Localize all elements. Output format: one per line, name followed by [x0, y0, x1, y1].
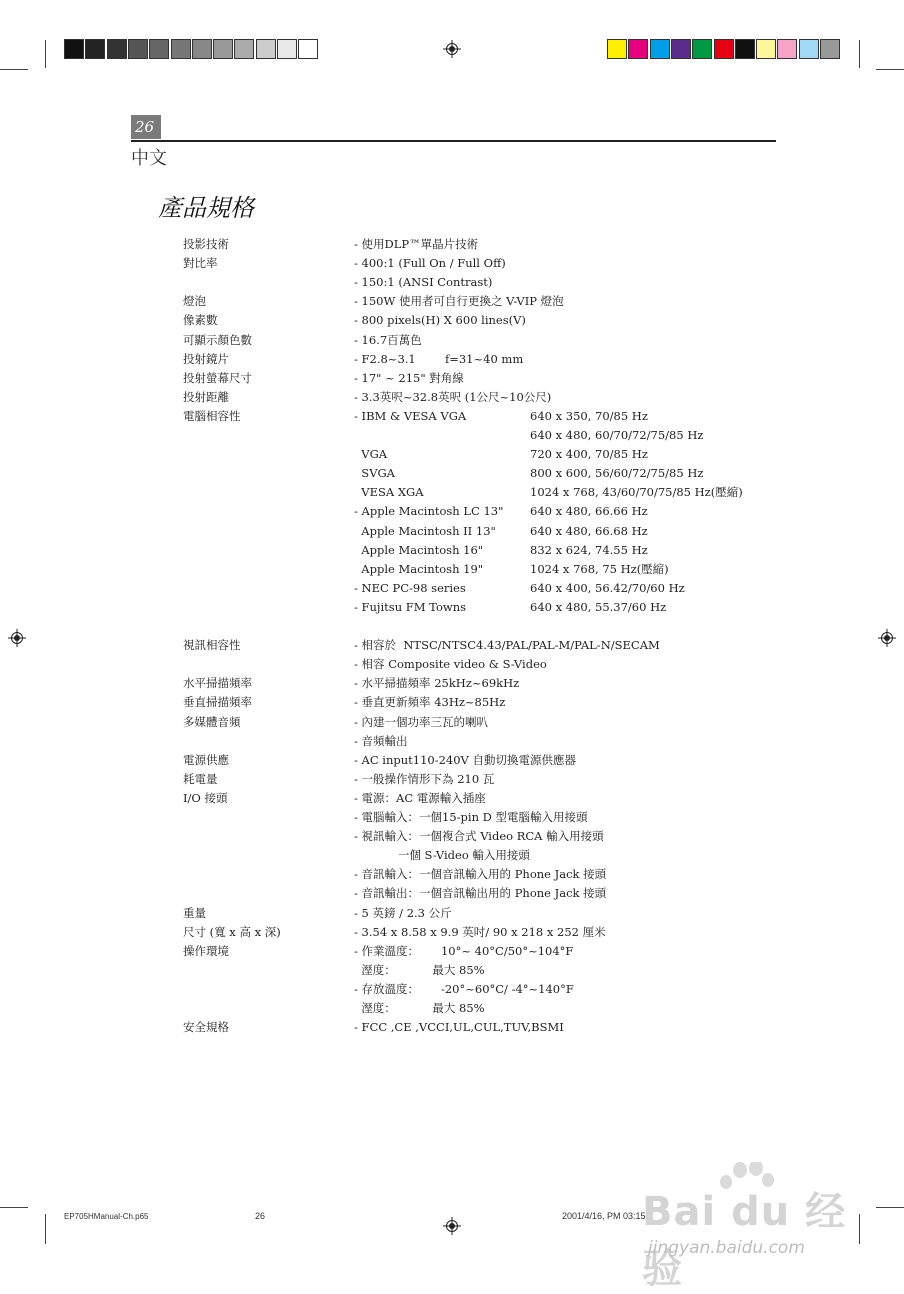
spec-label: 垂直掃描頻率 [183, 695, 252, 710]
spec-value: - 400:1 (Full On / Full Off) [354, 256, 506, 271]
spec-value: - 150W 使用者可自行更換之 V-VIP 燈泡 [354, 294, 564, 309]
watermark-brand: Bai du 经验 [642, 1189, 847, 1292]
spec-resolution: 800 x 600, 56/60/72/75/85 Hz [530, 466, 704, 481]
color-swatch [714, 39, 734, 59]
spec-label: 可顯示顏色數 [183, 332, 252, 347]
color-swatch [128, 39, 148, 59]
spec-value: - 視訊輸入：一個複合式 Video RCA 輸入用接頭 [354, 829, 604, 844]
page-title: 產品規格 [158, 194, 254, 222]
spec-value: 溼度： 最大 85% [354, 1001, 485, 1015]
spec-value: - 作業溫度： 10°~ 40°C/50°~104°F [354, 943, 574, 958]
color-swatch [298, 39, 318, 59]
spec-value: - 電腦輸入：一個15-pin D 型電腦輸入用接頭 [354, 810, 588, 824]
color-swatch [213, 39, 233, 59]
spec-value: - 垂直更新頻率 43Hz~85Hz [354, 695, 506, 710]
spec-value: - 17" ~ 215" 對角線 [354, 370, 464, 385]
registration-mark-icon [878, 629, 896, 647]
spec-value: - 電源：AC 電源輸入插座 [354, 790, 486, 805]
spec-label: 視訊相容性 [183, 638, 241, 653]
spec-resolution: 640 x 480, 66.68 Hz [530, 523, 648, 538]
page-number-tab: 26 [131, 115, 161, 139]
spec-value: VESA XGA [354, 485, 424, 500]
color-swatch [628, 39, 648, 59]
color-swatch [234, 39, 254, 59]
spec-label: 安全規格 [183, 1020, 229, 1035]
color-swatch [64, 39, 84, 59]
spec-value: - 150:1 (ANSI Contrast) [354, 275, 493, 290]
spec-value: - FCC ,CE ,VCCI,UL,CUL,TUV,BSMI [354, 1020, 564, 1035]
spec-value: - 內建一個功率三瓦的喇叭 [354, 714, 489, 729]
color-swatch [692, 39, 712, 59]
color-swatch [671, 39, 691, 59]
spec-value: - IBM & VESA VGA [354, 408, 467, 423]
spec-resolution: 640 x 480, 66.66 Hz [530, 504, 648, 519]
color-swatch [650, 39, 670, 59]
spec-value: - Apple Macintosh LC 13" [354, 504, 504, 519]
color-swatch [607, 39, 627, 59]
spec-label: 尺寸 (寬 x 高 x 深) [183, 924, 281, 939]
color-swatch [277, 39, 297, 59]
spec-label: 操作環境 [183, 943, 229, 958]
spec-label: 燈泡 [183, 294, 206, 309]
spec-value: - 16.7百萬色 [354, 332, 422, 347]
color-swatch [171, 39, 191, 59]
watermark-url: jingyan.baidu.com [648, 1238, 805, 1258]
spec-value: - 存放溫度： -20°~60°C/ -4°~140°F [354, 981, 574, 996]
spec-value: - 音訊輸入：一個音訊輸入用的 Phone Jack 接頭 [354, 867, 607, 882]
spec-value: Apple Macintosh II 13" [354, 523, 496, 538]
crop-mark [45, 1214, 46, 1244]
spec-resolution: 640 x 480, 55.37/60 Hz [530, 599, 667, 614]
spec-label: 投射螢幕尺寸 [183, 370, 252, 385]
color-swatch [777, 39, 797, 59]
color-swatch [192, 39, 212, 59]
spec-resolution: 640 x 350, 70/85 Hz [530, 408, 648, 423]
spec-value: - 3.3英呎~32.8英呎 (1公尺~10公尺) [354, 389, 552, 404]
language-label: 中文 [131, 148, 167, 169]
spec-value: - 音頻輸出 [354, 733, 408, 748]
spec-resolution: 640 x 400, 56.42/70/60 Hz [530, 580, 685, 595]
crop-mark [45, 40, 46, 68]
spec-value: - 水平掃描頻率 25kHz~69kHz [354, 676, 520, 691]
color-swatch [85, 39, 105, 59]
spec-value: - AC input110-240V 自動切換電源供應器 [354, 752, 577, 767]
spec-resolution: 1024 x 768, 75 Hz(壓縮) [530, 561, 669, 576]
color-swatch [256, 39, 276, 59]
spec-resolution: 1024 x 768, 43/60/70/75/85 Hz(壓縮) [530, 485, 743, 500]
registration-mark-icon [443, 40, 461, 58]
baidu-watermark [640, 1162, 860, 1292]
crop-mark [876, 1207, 904, 1208]
spec-value: - 5 英鎊 / 2.3 公斤 [354, 905, 452, 920]
spec-value: - Fujitsu FM Towns [354, 599, 467, 614]
spec-value: Apple Macintosh 19" [354, 561, 484, 576]
spec-value: - 使用DLP™單晶片技術 [354, 237, 479, 251]
crop-mark [859, 40, 860, 68]
spec-label: 投射鏡片 [183, 351, 229, 366]
spec-label: 耗電量 [183, 771, 218, 786]
spec-value: - 相容於 NTSC/NTSC4.43/PAL/PAL-M/PAL-N/SECAM [354, 638, 660, 653]
spec-label: 投射距離 [183, 389, 229, 404]
spec-label: 對比率 [183, 256, 218, 271]
spec-value: Apple Macintosh 16" [354, 542, 484, 557]
spec-value: VGA [354, 447, 388, 462]
spec-label: 重量 [183, 905, 206, 920]
crop-mark [876, 69, 904, 70]
spec-value: - 3.54 x 8.58 x 9.9 英吋/ 90 x 218 x 252 厘米 [354, 924, 606, 939]
color-swatch [799, 39, 819, 59]
spec-label: 水平掃描頻率 [183, 676, 252, 691]
spec-label: 投影技術 [183, 237, 229, 251]
spec-label: 電源供應 [183, 752, 229, 767]
crop-mark [0, 1207, 28, 1208]
header-rule [131, 140, 776, 142]
spec-value: - 音訊輸出：一個音訊輸出用的 Phone Jack 接頭 [354, 886, 607, 901]
spec-label: 電腦相容性 [183, 408, 241, 423]
crop-mark [0, 69, 28, 70]
color-swatch [756, 39, 776, 59]
spec-label: 多媒體音頻 [183, 714, 241, 729]
spec-value: - NEC PC-98 series [354, 580, 466, 595]
spec-label: 像素數 [183, 313, 218, 328]
color-swatch [820, 39, 840, 59]
spec-value: - F2.8~3.1 f=31~40 mm [354, 351, 524, 366]
spec-value: 一個 S-Video 輸入用接頭 [354, 848, 530, 863]
color-swatch [735, 39, 755, 59]
registration-mark-icon [443, 1217, 461, 1235]
color-swatch [107, 39, 127, 59]
spec-value: SVGA [354, 466, 395, 481]
spec-label: I/O 接頭 [183, 790, 228, 805]
color-swatch [149, 39, 169, 59]
footer-date: 2001/4/16, PM 03:15 [562, 1211, 646, 1221]
spec-value: 溼度： 最大 85% [354, 962, 485, 977]
spec-resolution: 832 x 624, 74.55 Hz [530, 542, 648, 557]
spec-resolution: 640 x 480, 60/70/72/75/85 Hz [530, 428, 704, 442]
footer-page-number: 26 [255, 1211, 266, 1221]
spec-resolution: 720 x 400, 70/85 Hz [530, 447, 648, 462]
spec-value: - 一般操作情形下為 210 瓦 [354, 771, 495, 786]
spec-value: - 相容 Composite video & S-Video [354, 657, 547, 672]
registration-mark-icon [8, 629, 26, 647]
spec-value: - 800 pixels(H) X 600 lines(V) [354, 313, 526, 328]
footer-filename: EP705HManual-Ch.p65 [64, 1212, 149, 1221]
